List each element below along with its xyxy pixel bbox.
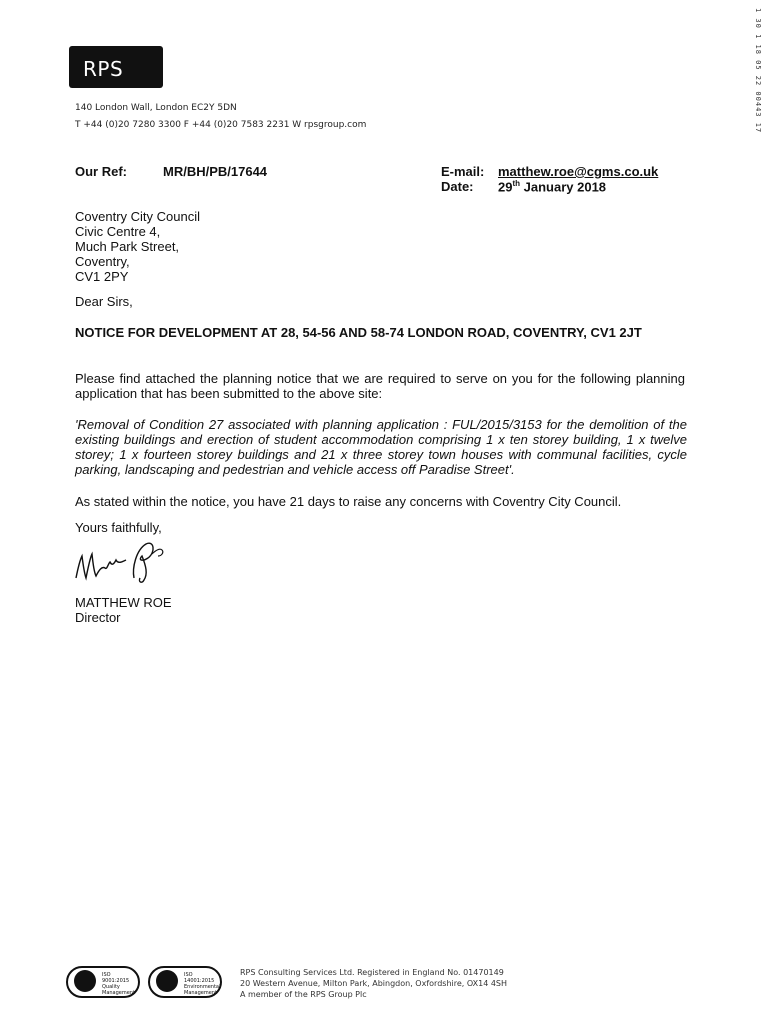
date-label: Date: [441,179,474,194]
iso-9001-badge [66,966,140,998]
logo-text: RPS [83,57,124,81]
date-suffix: th [512,179,521,188]
date-rest: January 2018 [520,179,607,195]
footer-line: A member of the RPS Group Plc [240,990,367,999]
recipient-line: Civic Centre 4, [75,224,161,239]
recipient-line: Coventry, [75,254,130,269]
signature [72,534,182,590]
header-address: 140 London Wall, London EC2Y 5DN [75,103,237,113]
closing: Yours faithfully, [75,520,162,535]
email-label: E-mail: [441,164,485,179]
ref-label: Our Ref: [75,164,127,179]
paragraph-notice: As stated within the notice, you have 21 days to raise any concerns with Coventry City Council. [75,494,622,509]
paragraph-application: 'Removal of Condition 27 associated with planning application : FUL/2015/3153 for the demolition of the existing buildings and erection of student accommodation comprising 1 x ten storey building, 1 x twelve storey; 1 x fourteen storey buildings and 21 x three storey town houses with communal facilities, cycle parking, landscaping and pedestrian and vehicle access off Paradise Street'. [75,417,687,477]
date-value [498,179,606,194]
bsi-logo-icon [74,970,96,992]
paragraph-intro: Please find attached the planning notice that we are required to serve on you for the following planning application that has been submitted to the above site: [75,371,685,401]
recipient-line: CV1 2PY [75,269,129,284]
date-day: 29 [498,179,513,195]
email-link[interactable]: matthew.roe@cgms.co.uk [498,164,659,179]
footer-company [240,967,507,1000]
recipient-address [75,209,200,284]
scan-stamp: 1 30 1 18 05 22 00443 17 [754,8,762,134]
salutation: Dear Sirs, [75,294,133,309]
subject-heading: NOTICE FOR DEVELOPMENT AT 28, 54-56 AND 58-74 LONDON ROAD, COVENTRY, CV1 2JT [75,325,642,340]
rps-logo [69,46,163,88]
footer-line: 20 Western Avenue, Milton Park, Abingdon, Oxfordshire, OX14 4SH [240,979,508,988]
ref-value: MR/BH/PB/17644 [163,164,268,179]
recipient-line: Coventry City Council [75,209,200,224]
badge-label: ISO 9001:2015 Quality Management [102,972,135,996]
header-contact: T +44 (0)20 7280 3300 F +44 (0)20 7583 2231 W rpsgroup.com [75,120,367,130]
badge-label: ISO 14001:2015 Environmental Management [184,972,221,996]
signatory-title: Director [75,610,121,625]
bsi-logo-icon [156,970,178,992]
recipient-line: Much Park Street, [75,239,180,254]
iso-14001-badge [148,966,222,998]
signatory-name: MATTHEW ROE [75,595,172,610]
footer-line: RPS Consulting Services Ltd. Registered in England No. 01470149 [240,968,504,977]
